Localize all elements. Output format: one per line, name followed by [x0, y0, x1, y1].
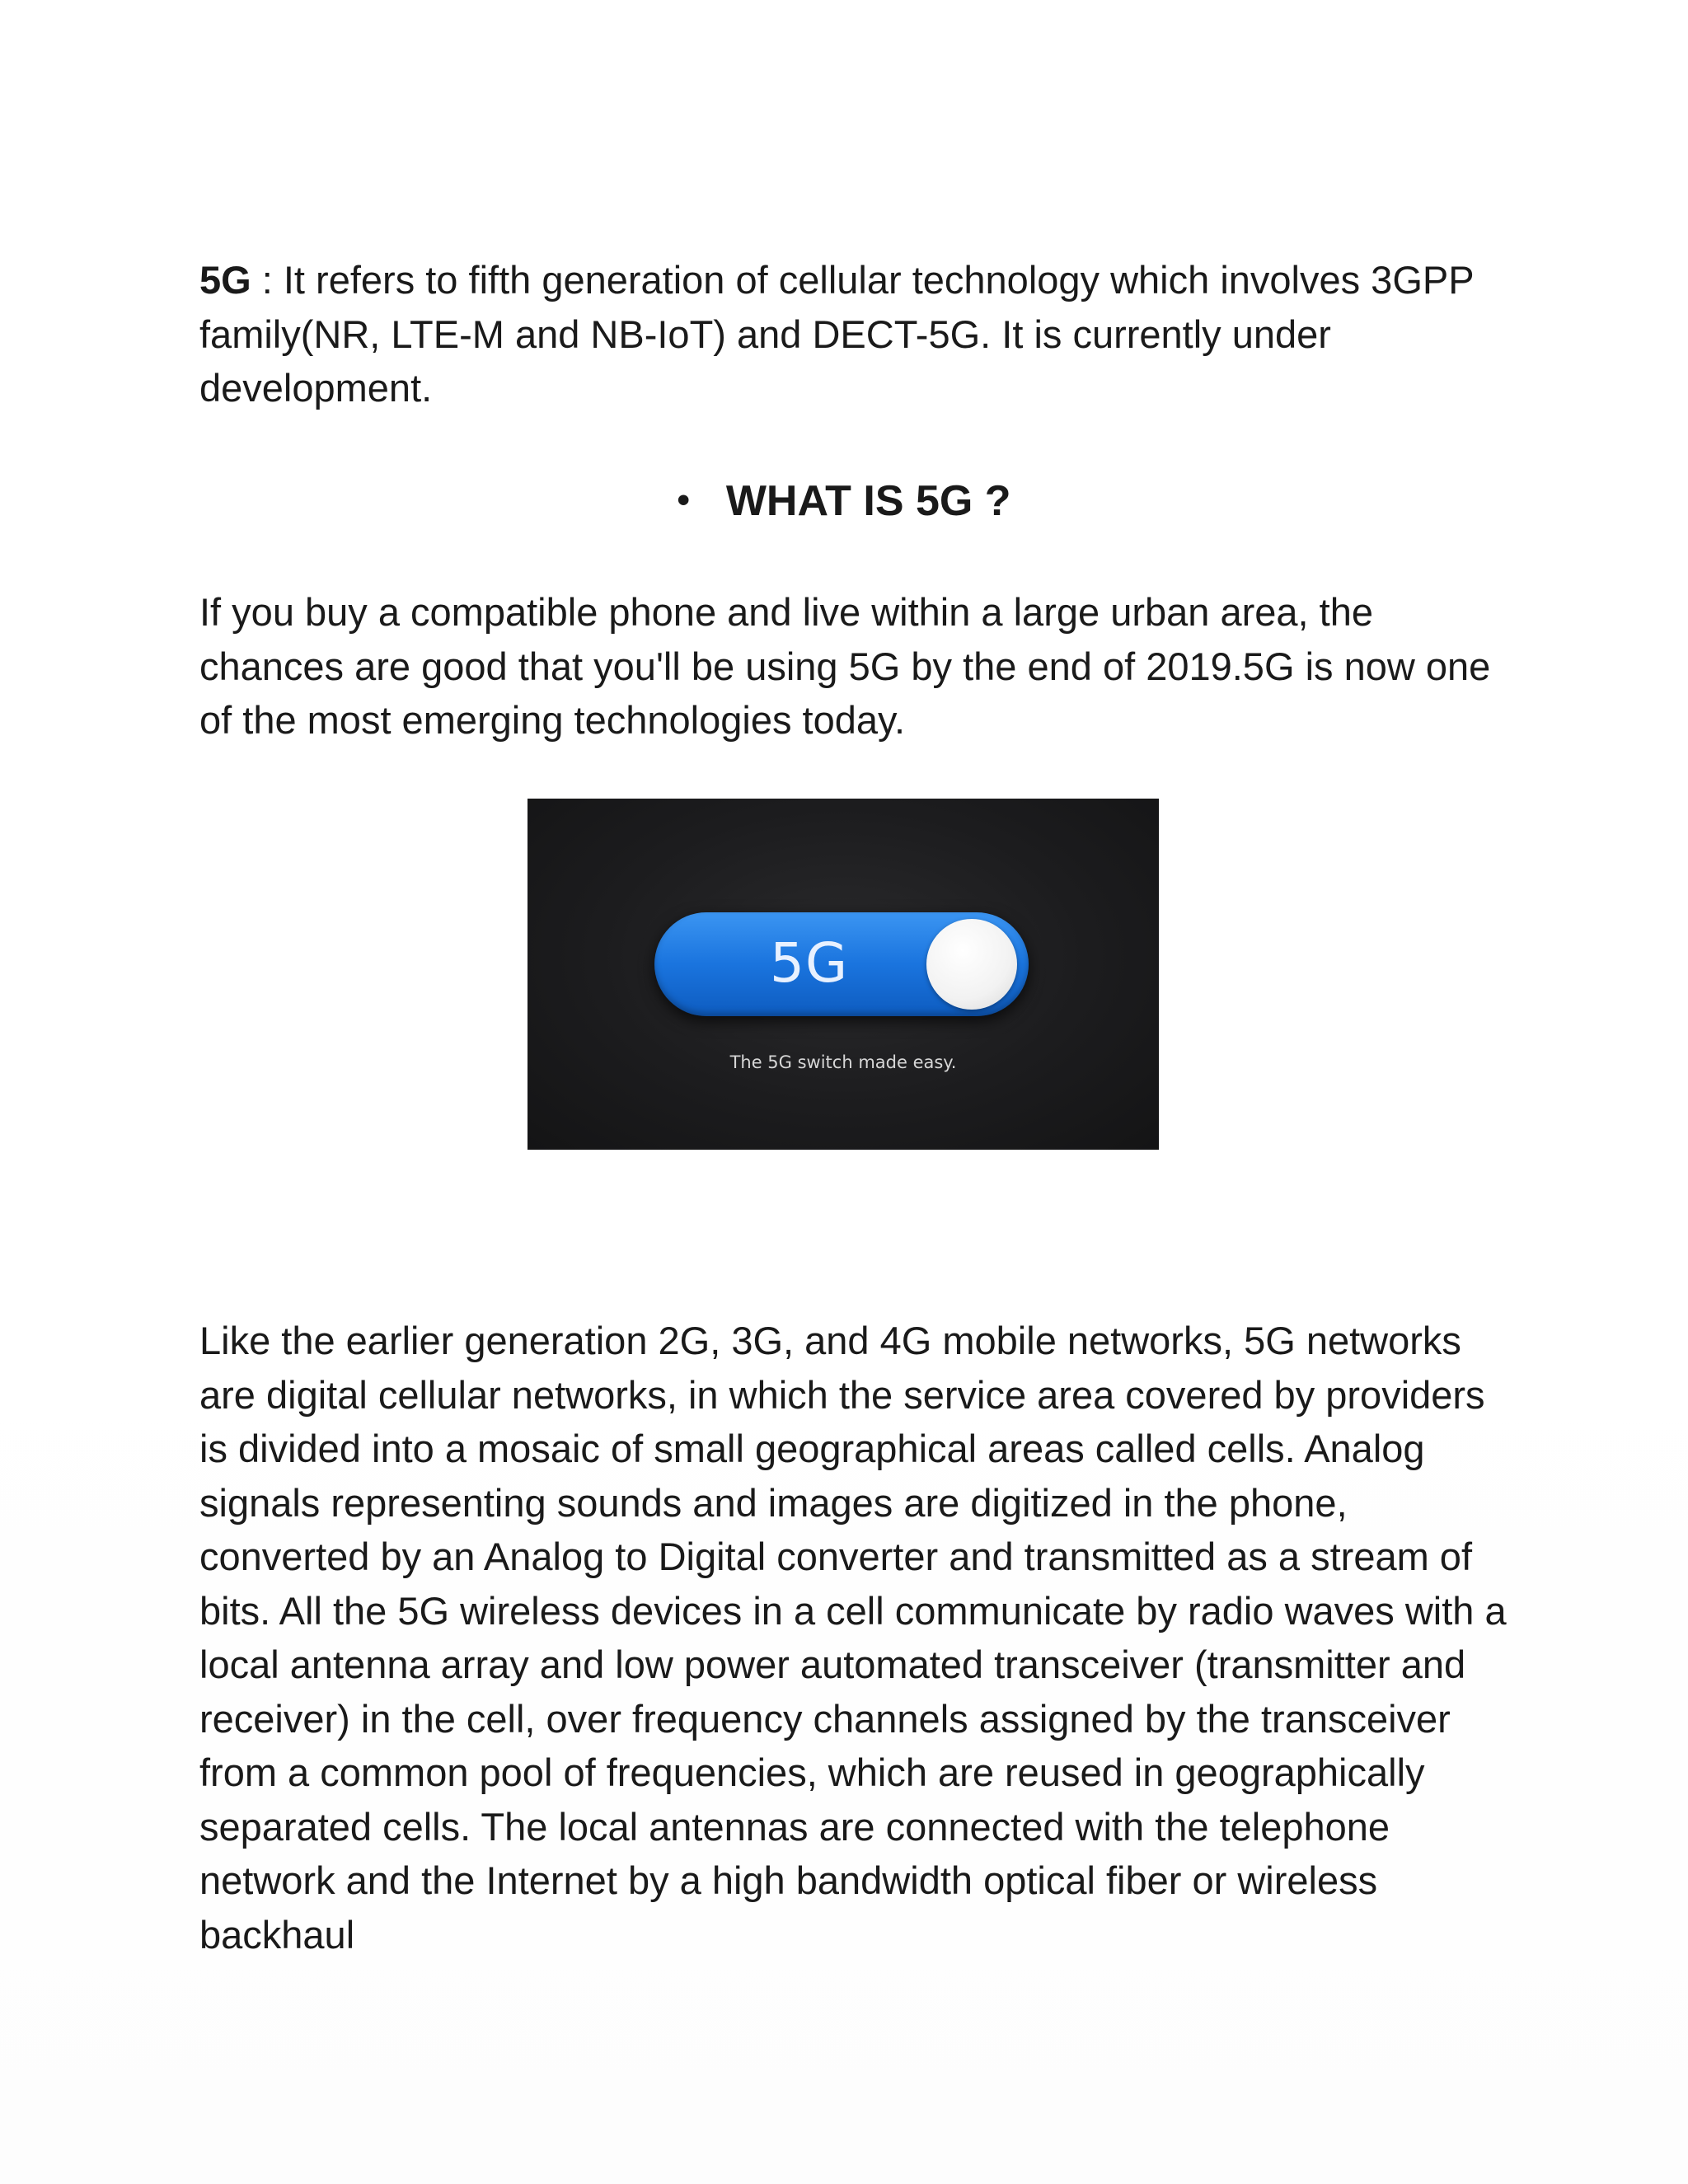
section-heading [0, 471, 1688, 530]
paragraph-urban-5g: If you buy a compatible phone and live within a large urban area, the chances are good that you'll be using 5G by the end of 2019.5G is now one of the most emerging technologies today. [199, 590, 1491, 742]
toggle-switch-graphic [654, 912, 1029, 1016]
image-caption: The 5G switch made easy. [729, 1052, 957, 1072]
section-heading-title: WHAT IS 5G ? [725, 477, 1011, 525]
bullet-icon: • [677, 480, 690, 520]
toggle-label: 5G [770, 931, 849, 995]
paragraph-cellular-networks: Like the earlier generation 2G, 3G, and 4G mobile networks, 5G networks are digital cellular networks, in which the service area covered by providers is divided into a mosaic of small geographical areas called cells. Analog signals representing sounds and images are digitized in the phone, converted by an Analog to Digital converter and transmitted as a stream of bits. All the 5G wireless devices in a cell communicate by radio waves with a local antenna array and low power automated transceiver (transmitter and receiver) in the cell, over frequency channels assigned by the transceiver from a common pool of frequencies, which are reused in geographically separated cells. The local antennas are connected with the telephone network and the Internet by a high bandwidth optical fiber or wireless backhaul [199, 1319, 1507, 1957]
intro-term: 5G [199, 258, 251, 302]
intro-text: : It refers to fifth generation of cellular technology which involves 3GPP family(NR, LTE-M and NB-IoT) and DECT-5G. It is currently under development. [199, 258, 1474, 410]
5g-switch-image [528, 799, 1159, 1150]
toggle-knob [926, 919, 1017, 1010]
intro-paragraph [199, 253, 1518, 415]
